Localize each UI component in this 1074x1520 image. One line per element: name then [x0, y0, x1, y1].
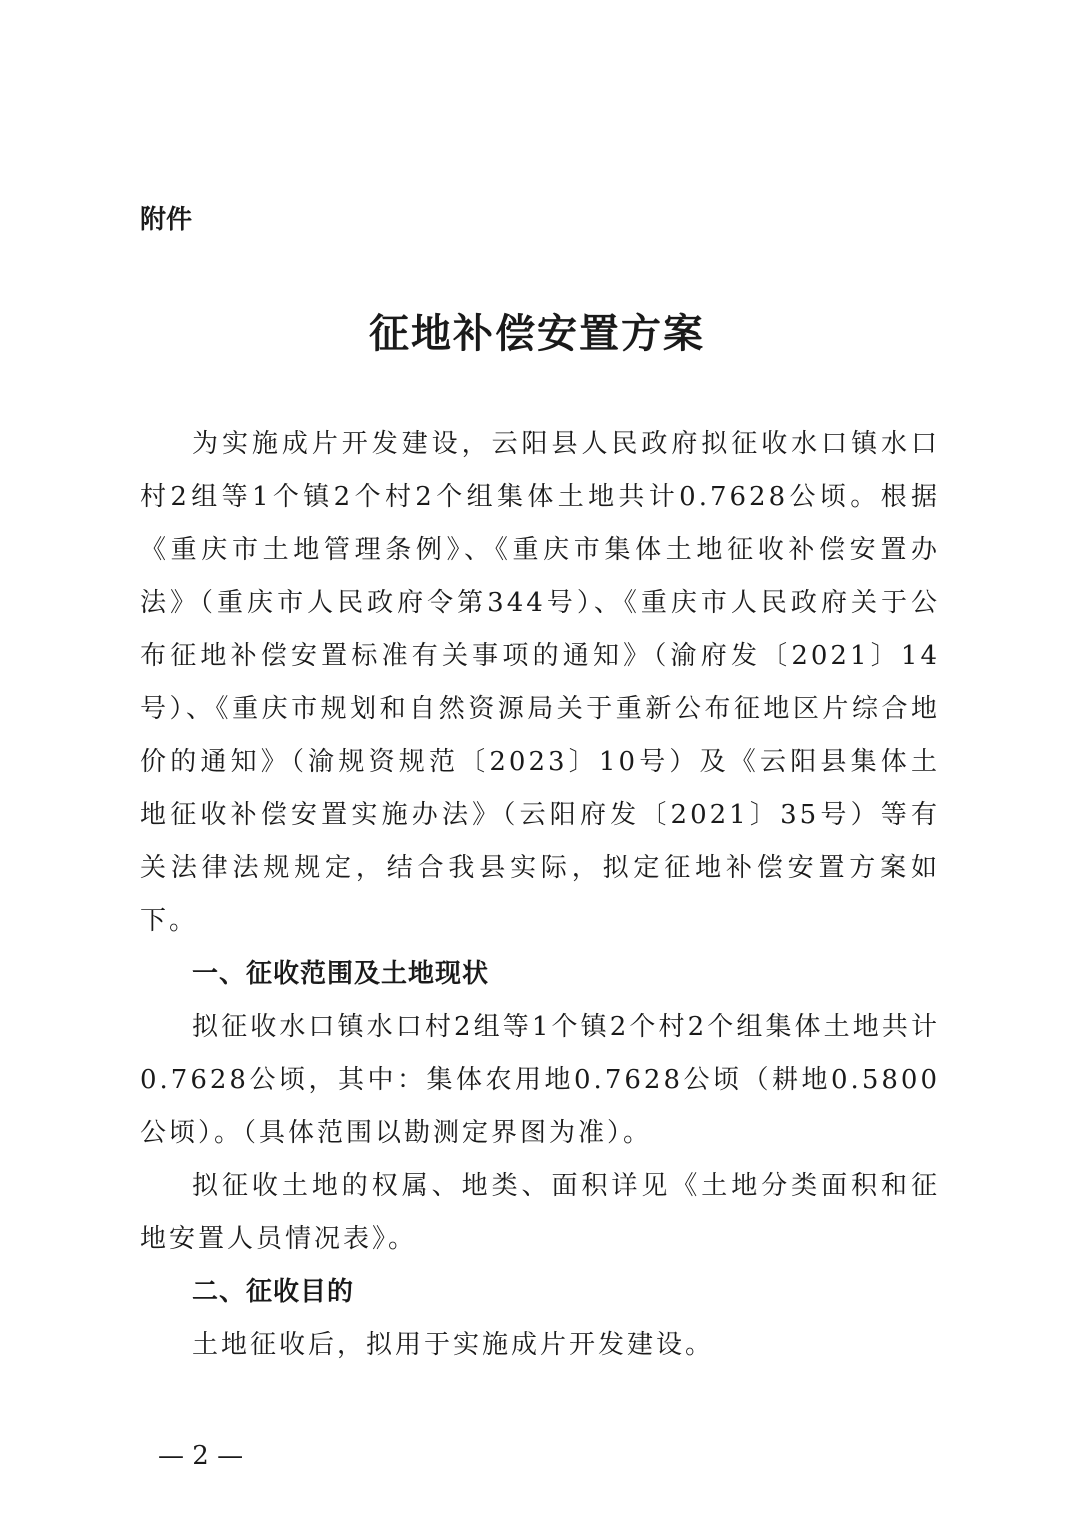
document-title: 征地补偿安置方案: [369, 310, 705, 357]
attachment-label: 附件: [140, 205, 193, 235]
page-number: — 2 —: [158, 1441, 244, 1471]
intro-paragraph: 为实施成片开发建设，云阳县人民政府拟征收水口镇水口村2组等1个镇2个村2个组集体土地共计0.7628公顷。根据《重庆市土地管理条例》、《重庆市集体土地征收补偿安置办法》（重庆市人民政府令第344号）、《重庆市人民政府关于公布征地补偿安置标准有关事项的通知》（渝府发〔2021〕14号）、《重庆市规划和自然资源局关于重新公布征地区片综合地价的通知》（渝规资规范〔2023〕10号）及《云阳县集体土地征收补偿安置实施办法》（云阳府发〔2021〕35号）等有关法律法规规定，结合我县实际，拟定征地补偿安置方案如下。: [140, 429, 940, 936]
ownership-paragraph: 拟征收土地的权属、地类、面积详见《土地分类面积和征地安置人员情况表》。: [140, 1171, 940, 1254]
purpose-paragraph: 土地征收后，拟用于实施成片开发建设。: [192, 1330, 715, 1360]
document-body: [140, 418, 940, 1372]
scope-paragraph: 拟征收水口镇水口村2组等1个镇2个村2个组集体土地共计0.7628公顷，其中：集体农用地0.7628公顷（耕地0.5800公顷）。（具体范围以勘测定界图为准）。: [140, 1012, 940, 1148]
section-heading-purpose: 二、征收目的: [192, 1277, 355, 1307]
section-heading-scope: 一、征收范围及土地现状: [192, 959, 490, 989]
